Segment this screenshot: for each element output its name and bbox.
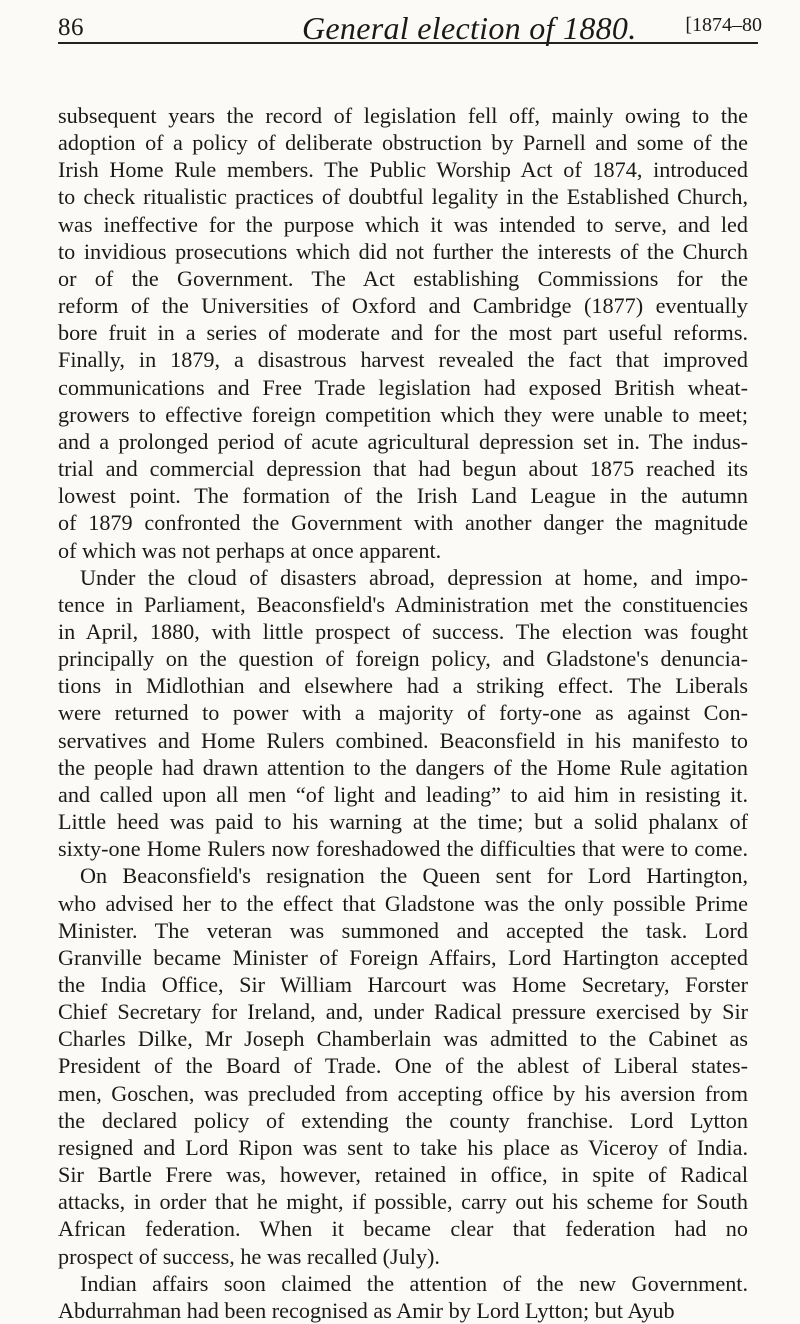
text-line: Minister. The veteran was summoned and accepted the task. Lord xyxy=(58,917,748,943)
text-line: and a prolonged period of acute agricultural depression set in. The indus- xyxy=(58,428,748,454)
date-range: [1874–80 xyxy=(685,14,762,36)
text-line: to invidious prosecutions which did not further the interests of the Church xyxy=(58,238,748,264)
text-line: was ineffective for the purpose which it was intended to serve, and led xyxy=(58,211,748,237)
text-line: principally on the question of foreign policy, and Gladstone's denuncia- xyxy=(58,646,748,672)
text-line: On Beaconsfield's resignation the Queen sent for Lord Hartington, xyxy=(80,863,748,889)
text-line: of which was not perhaps at once apparent. xyxy=(58,537,442,563)
text-line: or of the Government. The Act establishing Commissions for the xyxy=(58,265,748,291)
text-line: who advised her to the effect that Gladstone was the only possible Prime xyxy=(58,890,748,916)
text-line: tence in Parliament, Beaconsfield's Administration met the constituencies xyxy=(58,591,748,617)
text-line: prospect of success, he was recalled (July). xyxy=(58,1243,440,1269)
text-line: African federation. When it became clear that federation had no xyxy=(58,1216,748,1242)
text-line: men, Goschen, was precluded from accepting office by his aversion from xyxy=(58,1080,748,1106)
text-line: Charles Dilke, Mr Joseph Chamberlain was admitted to the Cabinet as xyxy=(58,1026,748,1052)
text-line: resigned and Lord Ripon was sent to take his place as Viceroy of India. xyxy=(58,1134,748,1160)
text-line: to check ritualistic practices of doubtful legality in the Established Church, xyxy=(58,184,748,210)
text-line: Sir Bartle Frere was, however, retained in office, in spite of Radical xyxy=(58,1162,748,1188)
text-line: Granville became Minister of Foreign Affairs, Lord Hartington accepted xyxy=(58,944,748,970)
page-number: 86 xyxy=(58,14,84,41)
text-line: subsequent years the record of legislation fell off, mainly owing to the xyxy=(58,103,748,128)
text-line: tions in Midlothian and elsewhere had a striking effect. The Liberals xyxy=(58,673,748,699)
text-line: trial and commercial depression that had begun about 1875 reached its xyxy=(58,456,748,482)
text-line: in April, 1880, with little prospect of success. The election was fought xyxy=(58,618,748,644)
text-line: Indian affairs soon claimed the attention of the new Government. xyxy=(80,1270,748,1296)
text-line: President of the Board of Trade. One of the ablest of Liberal states- xyxy=(58,1053,748,1079)
text-line: lowest point. The formation of the Irish Land League in the autumn xyxy=(58,483,748,509)
text-line: the India Office, Sir William Harcourt was Home Secretary, Forster xyxy=(58,972,748,997)
text-line: adoption of a policy of deliberate obstruction by Parnell and some of the xyxy=(58,130,748,156)
text-line: servatives and Home Rulers combined. Beaconsfield in his manifesto to xyxy=(58,727,748,753)
running-title: General election of 1880. xyxy=(302,10,637,46)
text-line: of 1879 confronted the Government with another danger the magnitude xyxy=(58,510,748,536)
text-line: Irish Home Rule members. The Public Worship Act of 1874, introduced xyxy=(58,157,748,183)
body-text xyxy=(58,102,748,1324)
text-line: Finally, in 1879, a disastrous harvest revealed the fact that improved xyxy=(58,347,748,373)
text-line: the people had drawn attention to the dangers of the Home Rule agitation xyxy=(58,754,748,780)
text-line: Chief Secretary for Ireland, and, under Radical pressure exercised by Sir xyxy=(58,999,748,1025)
text-line: the declared policy of extending the county franchise. Lord Lytton xyxy=(58,1107,748,1133)
text-line: growers to effective foreign competition which they were unable to meet; xyxy=(58,401,748,427)
text-line: were returned to power with a majority of forty-one as against Con- xyxy=(58,700,748,726)
text-line: Little heed was paid to his warning at the time; but a solid phalanx of xyxy=(58,809,748,835)
text-line: Abdurrahman had been recognised as Amir by Lord Lytton; but Ayub xyxy=(58,1297,675,1323)
page-header xyxy=(58,6,762,54)
text-line: bore fruit in a series of moderate and for the most part useful reforms. xyxy=(58,320,748,346)
text-line: communications and Free Trade legislation had exposed British wheat- xyxy=(58,374,748,400)
header-rule xyxy=(58,42,758,44)
text-line: sixty-one Home Rulers now foreshadowed the difficulties that were to come. xyxy=(58,836,748,862)
text-line: reform of the Universities of Oxford and Cambridge (1877) eventually xyxy=(58,293,748,319)
text-line: Under the cloud of disasters abroad, depression at home, and impo- xyxy=(80,564,748,590)
text-line: attacks, in order that he might, if possible, carry out his scheme for South xyxy=(58,1189,748,1215)
text-line: and called upon all men “of light and leading” to aid him in resisting it. xyxy=(58,781,748,807)
